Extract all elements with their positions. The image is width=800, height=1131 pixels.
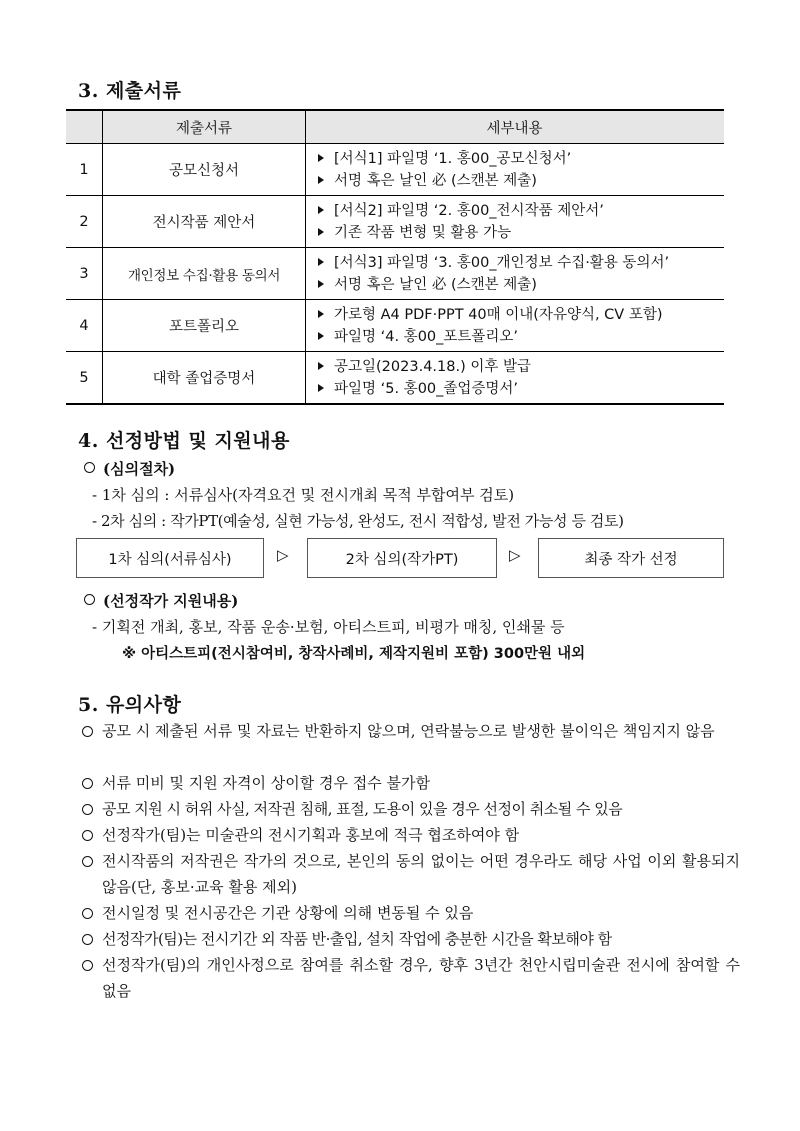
caution-text: 전시작품의 저작권은 작가의 것으로, 본인의 동의 없이는 어떤 경우라도 해당 사업 이외 활용되지 않음(단, 홍보·교육 활용 제외) bbox=[102, 852, 740, 896]
bullet-triangle-icon bbox=[318, 310, 324, 318]
bullet-triangle-icon bbox=[318, 362, 324, 370]
caution-text: 서류 미비 및 지원 자격이 상이할 경우 접수 불가함 bbox=[102, 774, 430, 792]
detail-text: [서식2] 파일명 ‘2. 홍00_전시작품 제안서’ bbox=[334, 202, 604, 219]
circle-bullet-icon bbox=[82, 830, 93, 841]
review-item-2: - 2차 심의 : 작가PT(예술성, 실현 가능성, 완성도, 전시 적합성, 발전 가능성 등 검토) bbox=[92, 512, 624, 530]
caution-text: 공모 시 제출된 서류 및 자료는 반환하지 않으며, 연락불능으로 발생한 불이익은 책임지지 않음 bbox=[102, 722, 715, 740]
submission-documents-table bbox=[66, 109, 724, 405]
row-number: 4 bbox=[66, 300, 103, 352]
row-document-name: 개인정보 수집·활용 동의서 bbox=[103, 248, 306, 300]
caution-item bbox=[80, 796, 740, 822]
detail-text: 가로형 A4 PDF·PPT 40매 이내(자유양식, CV 포함) bbox=[334, 306, 663, 323]
table-row bbox=[66, 248, 724, 300]
circle-bullet-icon bbox=[82, 934, 93, 945]
flow-arrow-icon: ▷ bbox=[509, 546, 521, 564]
circle-bullet-icon bbox=[82, 726, 93, 737]
row-document-name: 대학 졸업증명서 bbox=[103, 352, 306, 405]
row-document-name: 포트폴리오 bbox=[103, 300, 306, 352]
flow-step-2: 2차 심의(작가PT) bbox=[307, 538, 497, 578]
caution-text: 선정작가(팀)는 전시기간 외 작품 반·출입, 설치 작업에 충분한 시간을 확보해야 함 bbox=[102, 930, 612, 948]
circle-bullet-icon bbox=[82, 908, 93, 919]
header-details: 세부내용 bbox=[306, 110, 725, 144]
detail-text: 파일명 ‘5. 홍00_졸업증명서’ bbox=[334, 380, 519, 397]
caution-text: 공모 지원 시 허위 사실, 저작권 침해, 표절, 도용이 있을 경우 선정이 취소될 수 있음 bbox=[102, 800, 623, 818]
row-details bbox=[306, 300, 725, 352]
support-heading bbox=[84, 590, 238, 611]
caution-item bbox=[80, 952, 740, 1004]
row-number: 2 bbox=[66, 196, 103, 248]
detail-text: 기존 작품 변형 및 활용 가능 bbox=[334, 224, 512, 241]
circle-bullet-icon bbox=[84, 462, 95, 473]
bullet-triangle-icon bbox=[318, 280, 324, 288]
row-number: 5 bbox=[66, 352, 103, 405]
circle-bullet-icon bbox=[82, 804, 93, 815]
circle-bullet-icon bbox=[84, 594, 95, 605]
caution-item bbox=[80, 822, 740, 848]
bullet-triangle-icon bbox=[318, 154, 324, 162]
circle-bullet-icon bbox=[82, 778, 93, 789]
caution-item bbox=[80, 926, 740, 952]
support-heading-label: (선정작가 지원내용) bbox=[103, 592, 239, 610]
bullet-triangle-icon bbox=[318, 228, 324, 236]
caution-text: 선정작가(팀)는 미술관의 전시기획과 홍보에 적극 협조하여야 함 bbox=[102, 826, 520, 844]
table-row bbox=[66, 352, 724, 405]
table-row bbox=[66, 144, 724, 196]
support-item: - 기획전 개최, 홍보, 작품 운송·보험, 아티스트피, 비평가 매칭, 인쇄물 등 bbox=[92, 618, 565, 636]
row-details bbox=[306, 352, 725, 405]
review-procedure-heading bbox=[84, 458, 175, 479]
caution-text: 선정작가(팀)의 개인사정으로 참여를 취소할 경우, 향후 3년간 천안시립미술관 전시에 참여할 수 없음 bbox=[102, 956, 740, 1000]
bullet-triangle-icon bbox=[318, 332, 324, 340]
bullet-triangle-icon bbox=[318, 176, 324, 184]
detail-text: 공고일(2023.4.18.) 이후 발급 bbox=[334, 358, 531, 375]
flow-step-3: 최종 작가 선정 bbox=[538, 538, 724, 578]
circle-bullet-icon bbox=[82, 960, 93, 971]
row-number: 3 bbox=[66, 248, 103, 300]
review-item-1: - 1차 심의 : 서류심사(자격요건 및 전시개최 목적 부합여부 검토) bbox=[92, 486, 515, 504]
row-number: 1 bbox=[66, 144, 103, 196]
caution-item bbox=[80, 770, 740, 796]
bullet-triangle-icon bbox=[318, 384, 324, 392]
caution-item bbox=[80, 848, 740, 900]
caution-item bbox=[80, 718, 740, 744]
bullet-triangle-icon bbox=[318, 206, 324, 214]
table-row bbox=[66, 300, 724, 352]
row-document-name: 공모신청서 bbox=[103, 144, 306, 196]
circle-bullet-icon bbox=[82, 856, 93, 867]
header-document: 제출서류 bbox=[103, 110, 306, 144]
flow-step-1: 1차 심의(서류심사) bbox=[76, 538, 264, 578]
row-details bbox=[306, 248, 725, 300]
row-details bbox=[306, 196, 725, 248]
caution-item bbox=[80, 900, 740, 926]
row-document-name: 전시작품 제안서 bbox=[103, 196, 306, 248]
flow-arrow-icon: ▷ bbox=[277, 546, 289, 564]
detail-text: 파일명 ‘4. 홍00_포트폴리오’ bbox=[334, 328, 519, 345]
review-procedure-label: (심의절차) bbox=[103, 460, 176, 478]
detail-text: 서명 혹은 날인 必 (스캔본 제출) bbox=[334, 276, 537, 293]
header-number bbox=[66, 110, 103, 144]
detail-text: [서식3] 파일명 ‘3. 홍00_개인정보 수집·활용 동의서’ bbox=[334, 254, 670, 271]
detail-text: 서명 혹은 날인 必 (스캔본 제출) bbox=[334, 172, 537, 189]
bullet-triangle-icon bbox=[318, 258, 324, 266]
section-3-title: 3. 제출서류 bbox=[78, 80, 182, 102]
support-note: ※ 아티스트피(전시참여비, 창작사례비, 제작지원비 포함) 300만원 내외 bbox=[122, 646, 586, 662]
section-5-title: 5. 유의사항 bbox=[78, 694, 182, 716]
caution-text: 전시일정 및 전시공간은 기관 상황에 의해 변동될 수 있음 bbox=[102, 904, 474, 922]
table-row bbox=[66, 196, 724, 248]
table-header-row bbox=[66, 110, 724, 144]
detail-text: [서식1] 파일명 ‘1. 홍00_공모신청서’ bbox=[334, 150, 572, 167]
row-details bbox=[306, 144, 725, 196]
section-4-title: 4. 선정방법 및 지원내용 bbox=[78, 430, 290, 452]
